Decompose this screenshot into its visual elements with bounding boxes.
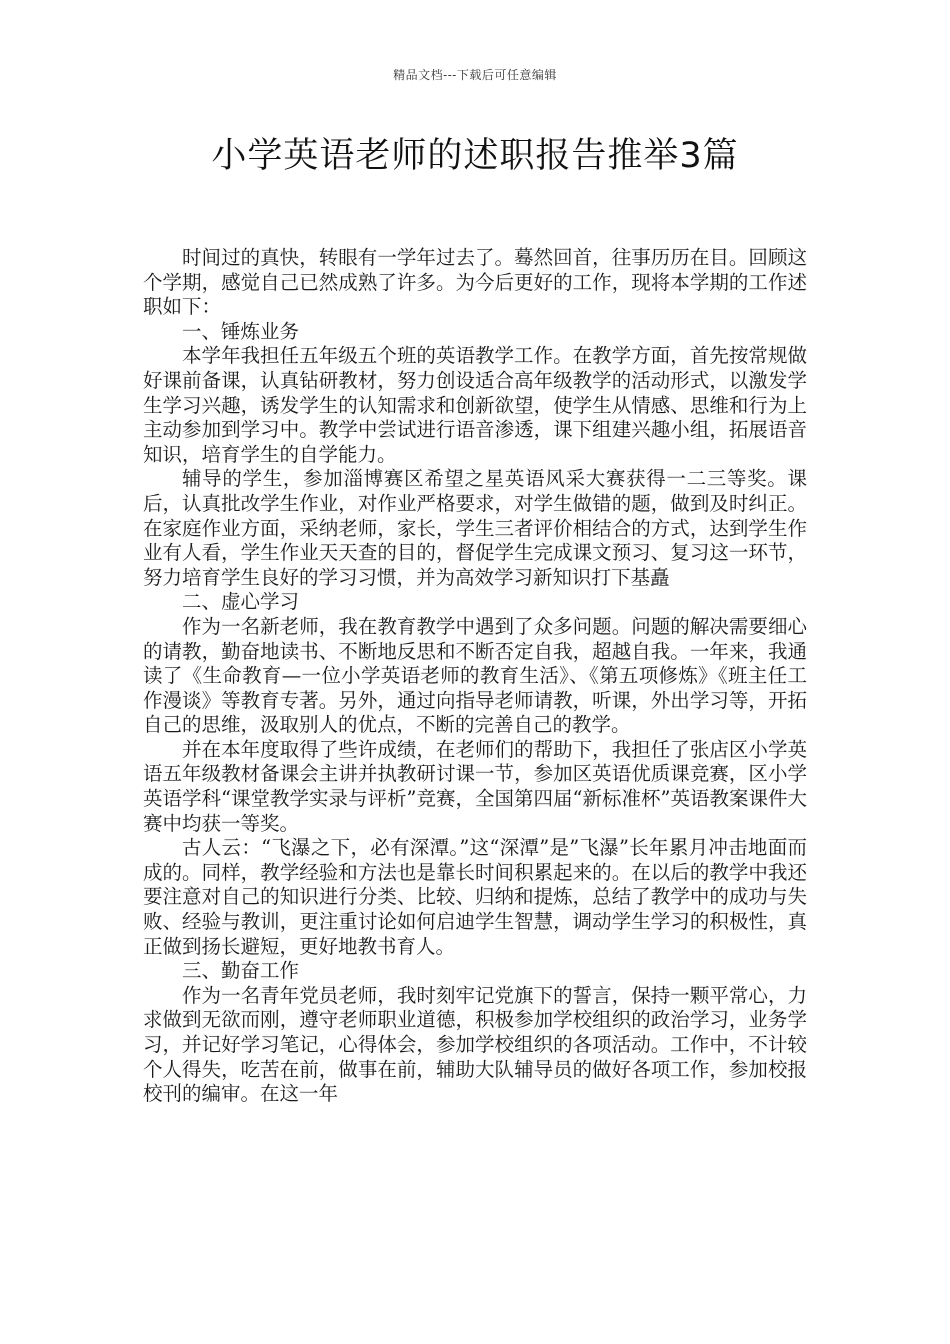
intro-paragraph: 时间过的真快，转眼有一学年过去了。蓦然回首，往事历历在目。回顾这个学期，感觉自己已然成熟了许多。为今后更好的工作，现将本学期的工作述职如下：: [143, 246, 807, 319]
section-heading-3: 三、勤奋工作: [182, 959, 300, 983]
body-paragraph: 并在本年度取得了些许成绩，在老师们的帮助下，我担任了张店区小学英语五年级教材备课会主讲并执教研讨课一节，参加区英语优质课竞赛，区小学英语学科“课堂教学实录与评析”竞赛，全国第四届“新标准杯”英语教案课件大赛中均获一等奖。: [143, 737, 807, 835]
document-title: 小学英语老师的述职报告推举3篇: [211, 136, 739, 176]
body-paragraph: 古人云：“飞瀑之下，必有深潭。”这“深潭”是”飞瀑”长年累月冲击地面而成的。同样，教学经验和方法也是靠长时间积累起来的。在以后的教学中我还要注意对自己的知识进行分类、比较、归纳和提炼，总结了教学中的成功与失败、经验与教训，更注重讨论如何启迪学生智慧，调动学生学习的积极性，真正做到扬长避短，更好地教书育人。: [143, 836, 807, 958]
body-paragraph: 辅导的学生，参加淄博赛区希望之星英语风采大赛获得一二三等奖。课后，认真批改学生作业，对作业严格要求，对学生做错的题，做到及时纠正。在家庭作业方面，采纳老师，家长，学生三者评价相结合的方式，达到学生作业有人看，学生作业天天查的目的，督促学生完成课文预习、复习这一环节，努力培育学生良好的学习习惯，并为高效学习新知识打下基矗: [143, 467, 807, 589]
section-heading-2: 二、虚心学习: [182, 590, 300, 614]
page-header: 精品文档---下载后可任意编辑: [393, 68, 557, 82]
section-heading-1: 一、锤炼业务: [182, 319, 300, 343]
body-paragraph: 作为一名新老师，我在教育教学中遇到了众多问题。问题的解决需要细心的请教，勤奋地读书、不断地反思和不断否定自我，超越自我。一年来，我通读了《生命教育—一位小学英语老师的教育生活》、《第五项修炼》《班主任工作漫谈》等教育专著。另外，通过向指导老师请教，听课，外出学习等，开拓自己的思维，汲取别人的优点，不断的完善自己的教学。: [143, 614, 807, 737]
document-body: [143, 246, 807, 1107]
body-paragraph: 本学年我担任五年级五个班的英语教学工作。在教学方面，首先按常规做好课前备课，认真钻研教材，努力创设适合高年级教学的活动形式，以激发学生学习兴趣，诱发学生的认知需求和创新欲望，使学生从情感、思维和行为上主动参加到学习中。教学中尝试进行语音渗透，课下组建兴趣小组，拓展语音知识，培育学生的自学能力。: [143, 344, 807, 466]
body-paragraph: 作为一名青年党员老师，我时刻牢记党旗下的誓言，保持一颗平常心，力求做到无欲而刚，遵守老师职业道德，积极参加学校组织的政治学习，业务学习，并记好学习笔记，心得体会，参加学校组织的各项活动。工作中，不计较个人得失，吃苦在前，做事在前，辅助大队辅导员的做好各项工作，参加校报校刊的编审。在这一年: [143, 983, 807, 1106]
